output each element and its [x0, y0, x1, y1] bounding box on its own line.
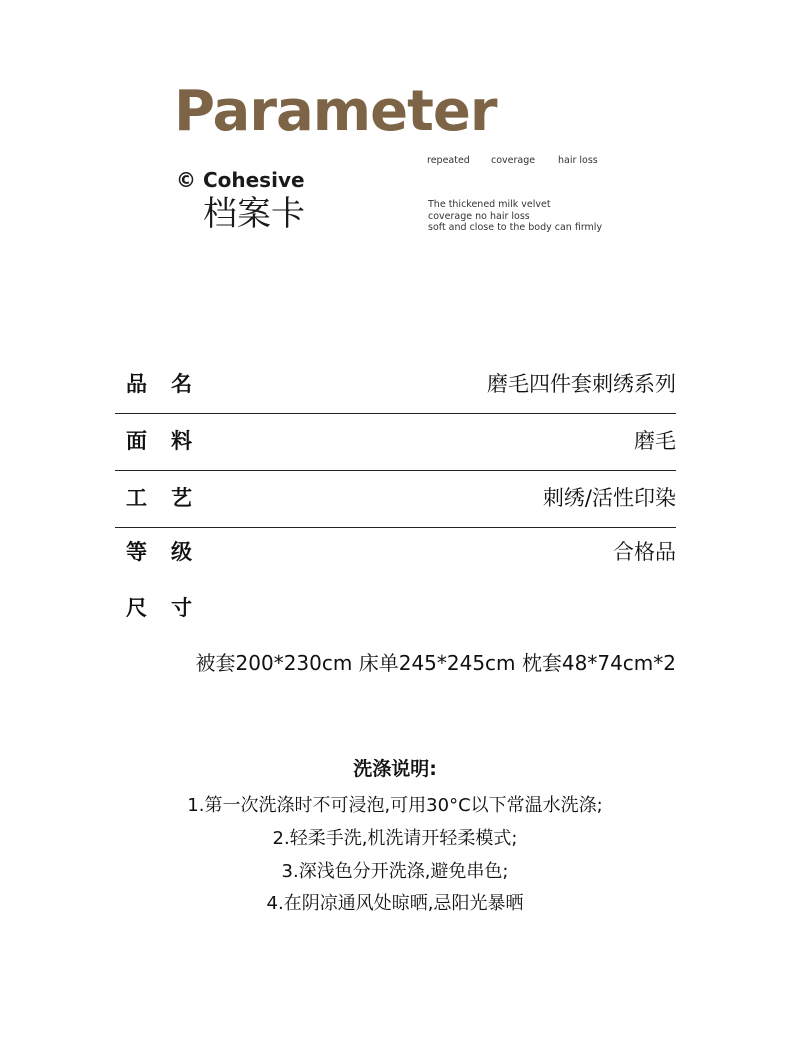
- tag-coverage: coverage: [491, 155, 536, 166]
- spec-label: 品名: [126, 372, 216, 396]
- spec-value: 合格品: [613, 540, 676, 564]
- description-line: coverage no hair loss: [428, 210, 530, 222]
- spec-label: 尺寸: [126, 596, 216, 620]
- washing-instruction: 2.轻柔手洗,机洗请开轻柔模式;: [272, 828, 518, 849]
- spec-row-name: [115, 356, 676, 414]
- spec-value: 刺绣/活性印染: [542, 486, 676, 510]
- washing-title: 洗涤说明:: [353, 758, 437, 780]
- tag-repeated: repeated: [427, 155, 470, 166]
- washing-instruction: 1.第一次洗涤时不可浸泡,可用30°C以下常温水洗涤;: [187, 795, 603, 816]
- tag-hair-loss: hair loss: [558, 155, 598, 166]
- spec-label: 工艺: [126, 486, 216, 510]
- product-description: [428, 199, 602, 234]
- washing-instruction: 3.深浅色分开洗涤,避免串色;: [281, 861, 509, 882]
- description-line: The thickened milk velvet: [428, 199, 551, 210]
- spec-row-size: [115, 580, 676, 637]
- brand-name: © Cohesive: [176, 168, 305, 192]
- spec-row-fabric: [115, 413, 676, 471]
- description-line: soft and close to the body can firmly: [428, 222, 603, 233]
- spec-row-craft: [115, 470, 676, 528]
- washing-instruction: 4.在阴凉通风处晾晒,忌阳光暴晒: [266, 893, 524, 914]
- page-title: Parameter: [174, 79, 497, 144]
- spec-value: 磨毛四件套刺绣系列: [487, 372, 676, 396]
- spec-label: 面料: [126, 429, 216, 453]
- chinese-title: 档案卡: [203, 194, 305, 234]
- spec-label: 等级: [126, 540, 216, 564]
- size-details: 被套200*230cm 床单245*245cm 枕套48*74cm*2: [195, 651, 676, 675]
- spec-value: 磨毛: [634, 429, 676, 453]
- spec-row-grade: [115, 524, 676, 581]
